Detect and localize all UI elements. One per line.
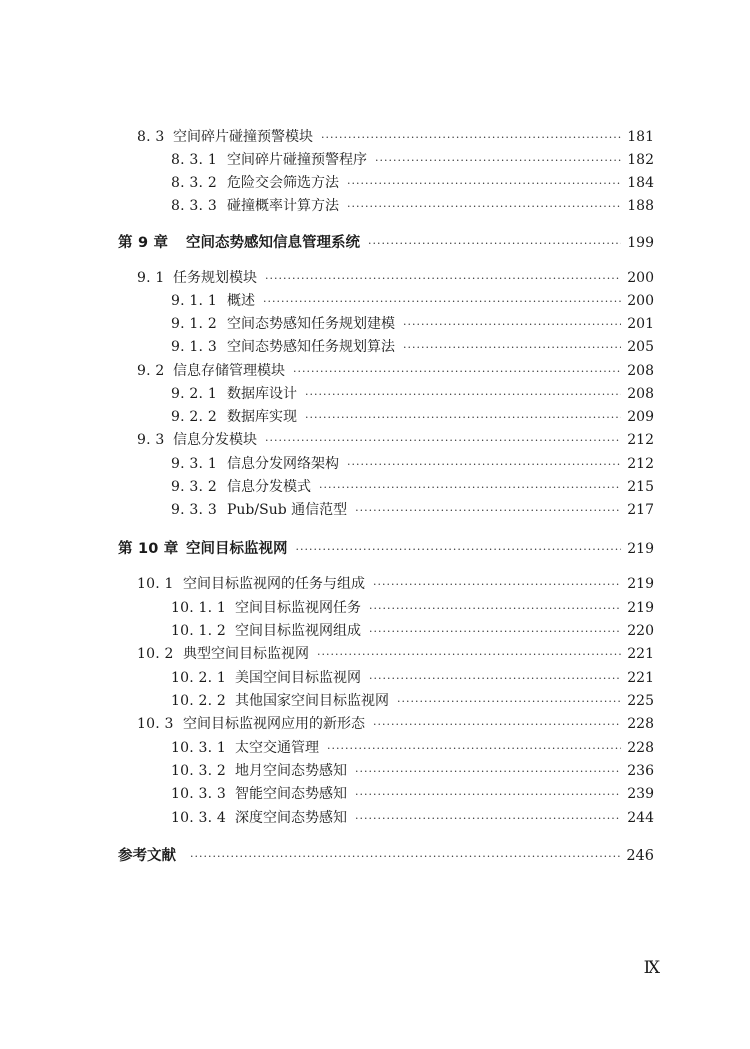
toc-entry-number: 9. 2. 1 xyxy=(171,386,217,402)
toc-entry[interactable] xyxy=(0,574,654,595)
dot-leader xyxy=(355,785,621,805)
toc-entry[interactable] xyxy=(0,454,654,475)
toc-entry[interactable] xyxy=(0,291,654,312)
toc-entry-title: 深度空间态势感知 xyxy=(235,810,347,826)
toc-entry-title: 空间态势感知任务规划建模 xyxy=(227,316,395,332)
toc-entry[interactable] xyxy=(0,784,654,805)
dot-leader xyxy=(369,622,621,642)
toc-entry[interactable] xyxy=(0,691,654,712)
toc-entry-number: 10. 3. 1 xyxy=(171,740,227,756)
dot-leader xyxy=(347,174,621,194)
toc-entry-number: 9. 3. 3 xyxy=(171,502,217,518)
dot-leader xyxy=(369,669,621,689)
toc-entry[interactable] xyxy=(0,738,654,759)
toc-entry-page: 205 xyxy=(627,339,654,355)
toc-entry-title: 太空交通管理 xyxy=(235,740,319,756)
dot-leader xyxy=(265,269,621,289)
toc-entry[interactable] xyxy=(0,127,654,148)
toc-entry[interactable] xyxy=(0,714,654,735)
toc-entry-number: 10. 2 xyxy=(137,646,174,662)
toc-entry-title: 空间目标监视网应用的新形态 xyxy=(183,716,365,732)
dot-leader xyxy=(293,362,621,382)
toc-entry-page: 221 xyxy=(627,646,654,662)
toc-entry-number: 10. 3. 3 xyxy=(171,786,227,802)
toc-entry[interactable] xyxy=(0,407,654,428)
toc-entry-title: 空间目标监视网 xyxy=(186,541,288,557)
toc-entry-title: 空间态势感知信息管理系统 xyxy=(186,235,360,251)
toc-entry-title: 空间碎片碰撞预警模块 xyxy=(173,129,313,145)
toc-entry-title: 危险交会筛选方法 xyxy=(227,175,339,191)
page-number: Ⅸ xyxy=(643,958,660,978)
toc-entry-title: 空间碎片碰撞预警程序 xyxy=(227,152,367,168)
toc-entry-number: 9. 1. 2 xyxy=(171,316,217,332)
dot-leader xyxy=(368,234,621,254)
toc-entry-number: 9. 2. 2 xyxy=(171,409,217,425)
toc-entry-page: 246 xyxy=(626,848,654,864)
dot-leader xyxy=(190,847,620,867)
toc-entry-number: 10. 2. 1 xyxy=(171,670,227,686)
toc-entry-page: 182 xyxy=(627,152,654,168)
toc-entry-title: 空间态势感知任务规划算法 xyxy=(227,339,395,355)
toc-entry-title: 空间目标监视网任务 xyxy=(235,600,361,616)
toc-entry[interactable] xyxy=(0,361,654,382)
toc-entry-title: 美国空间目标监视网 xyxy=(235,670,361,686)
dot-leader xyxy=(347,455,621,475)
dot-leader xyxy=(355,809,621,829)
dot-leader xyxy=(375,151,621,171)
dot-leader xyxy=(265,431,621,451)
toc-entry-title: 典型空间目标监视网 xyxy=(183,646,309,662)
toc-entry[interactable] xyxy=(0,430,654,451)
toc-entry-number: 9. 1. 3 xyxy=(171,339,217,355)
dot-leader xyxy=(321,128,621,148)
toc-entry[interactable] xyxy=(0,644,654,665)
toc-entry-page: 188 xyxy=(627,198,654,214)
toc-entry[interactable] xyxy=(0,500,654,521)
toc-entry-page: 236 xyxy=(627,763,654,779)
toc-entry-number: 8. 3 xyxy=(137,129,165,145)
toc-chapter-entry[interactable] xyxy=(0,233,654,254)
toc-entry-number: 9. 1 xyxy=(137,270,165,286)
toc-entry-page: 225 xyxy=(627,693,654,709)
toc-entry-title: Pub/Sub 通信范型 xyxy=(227,502,348,518)
toc-entry-page: 184 xyxy=(627,175,654,191)
dot-leader xyxy=(355,501,621,521)
dot-leader xyxy=(403,315,621,335)
toc-entry-page: 208 xyxy=(627,363,654,379)
dot-leader xyxy=(263,292,621,312)
toc-entry-title: 碰撞概率计算方法 xyxy=(227,198,339,214)
dot-leader xyxy=(373,575,621,595)
toc-entry-page: 217 xyxy=(627,502,654,518)
toc-entry-number: 第 9 章 xyxy=(118,235,169,251)
toc-entry-page: 199 xyxy=(627,235,654,251)
toc-entry-title: 任务规划模块 xyxy=(173,270,257,286)
toc-entry-page: 228 xyxy=(627,740,654,756)
dot-leader xyxy=(305,408,621,428)
toc-entry-title: 信息分发模式 xyxy=(227,479,311,495)
toc-entry-number: 9. 3 xyxy=(137,432,165,448)
toc-entry-page: 219 xyxy=(627,600,654,616)
toc-chapter-entry[interactable] xyxy=(0,539,654,560)
toc-entry-number: 10. 3. 4 xyxy=(171,810,227,826)
toc-entry[interactable] xyxy=(0,268,654,289)
toc-entry[interactable] xyxy=(0,196,654,217)
toc-entry-page: 200 xyxy=(627,270,654,286)
toc-entry-title: 参考文献 xyxy=(118,848,176,864)
toc-entry-number: 9. 2 xyxy=(137,363,165,379)
toc-references-entry[interactable] xyxy=(0,846,654,867)
toc-entry-page: 208 xyxy=(627,386,654,402)
toc-entry-page: 212 xyxy=(627,456,654,472)
toc-entry[interactable] xyxy=(0,173,654,194)
toc-entry-page: 219 xyxy=(627,576,654,592)
toc-entry-number: 8. 3. 2 xyxy=(171,175,217,191)
toc-entry-number: 10. 2. 2 xyxy=(171,693,227,709)
dot-leader xyxy=(317,645,621,665)
toc-entry[interactable] xyxy=(0,598,654,619)
dot-leader xyxy=(347,197,621,217)
toc-entry-page: 244 xyxy=(627,810,654,826)
dot-leader xyxy=(369,599,621,619)
toc-entry-number: 8. 3. 3 xyxy=(171,198,217,214)
toc-entry-page: 228 xyxy=(627,716,654,732)
toc-entry[interactable] xyxy=(0,314,654,335)
toc-entry-title: 地月空间态势感知 xyxy=(235,763,347,779)
dot-leader xyxy=(373,715,621,735)
toc-entry[interactable] xyxy=(0,761,654,782)
toc-entry-page: 212 xyxy=(627,432,654,448)
toc-entry[interactable] xyxy=(0,621,654,642)
dot-leader xyxy=(355,762,621,782)
toc-entry[interactable] xyxy=(0,808,654,829)
toc-entry-page: 201 xyxy=(627,316,654,332)
toc-entry-page: 200 xyxy=(627,293,654,309)
toc-entry-title: 信息分发网络架构 xyxy=(227,456,339,472)
toc-entry-number: 10. 3. 2 xyxy=(171,763,227,779)
toc-entry-number: 10. 3 xyxy=(137,716,174,732)
toc-entry-page: 181 xyxy=(627,129,654,145)
toc-entry-number: 8. 3. 1 xyxy=(171,152,217,168)
toc-entry-number: 9. 1. 1 xyxy=(171,293,217,309)
toc-entry-title: 空间目标监视网组成 xyxy=(235,623,361,639)
toc-entry-page: 215 xyxy=(627,479,654,495)
dot-leader xyxy=(327,739,621,759)
toc-entry-number: 9. 3. 1 xyxy=(171,456,217,472)
toc-entry-page: 221 xyxy=(627,670,654,686)
toc-entry[interactable] xyxy=(0,477,654,498)
toc-entry-title: 智能空间态势感知 xyxy=(235,786,347,802)
toc-entry-number: 10. 1. 1 xyxy=(171,600,227,616)
toc-entry-title: 其他国家空间目标监视网 xyxy=(235,693,389,709)
dot-leader xyxy=(296,540,622,560)
toc-entry-page: 219 xyxy=(627,541,654,557)
toc-entry-title: 数据库设计 xyxy=(227,386,297,402)
toc-entry-page: 209 xyxy=(627,409,654,425)
toc-entry[interactable] xyxy=(0,337,654,358)
toc-entry-number: 10. 1. 2 xyxy=(171,623,227,639)
toc-entry[interactable] xyxy=(0,150,654,171)
toc-entry-number: 9. 3. 2 xyxy=(171,479,217,495)
toc-entry-title: 概述 xyxy=(227,293,255,309)
toc-entry-title: 空间目标监视网的任务与组成 xyxy=(183,576,365,592)
toc-entry-title: 信息分发模块 xyxy=(173,432,257,448)
toc-entry[interactable] xyxy=(0,668,654,689)
toc-entry-number: 10. 1 xyxy=(137,576,174,592)
toc-entry[interactable] xyxy=(0,384,654,405)
toc-entry-title: 数据库实现 xyxy=(227,409,297,425)
dot-leader xyxy=(397,692,621,712)
dot-leader xyxy=(403,338,621,358)
dot-leader xyxy=(319,478,621,498)
toc-entry-title: 信息存储管理模块 xyxy=(173,363,285,379)
toc-entry-number: 第 10 章 xyxy=(118,541,179,557)
toc-entry-page: 220 xyxy=(627,623,654,639)
toc-entry-page: 239 xyxy=(627,786,654,802)
dot-leader xyxy=(305,385,621,405)
